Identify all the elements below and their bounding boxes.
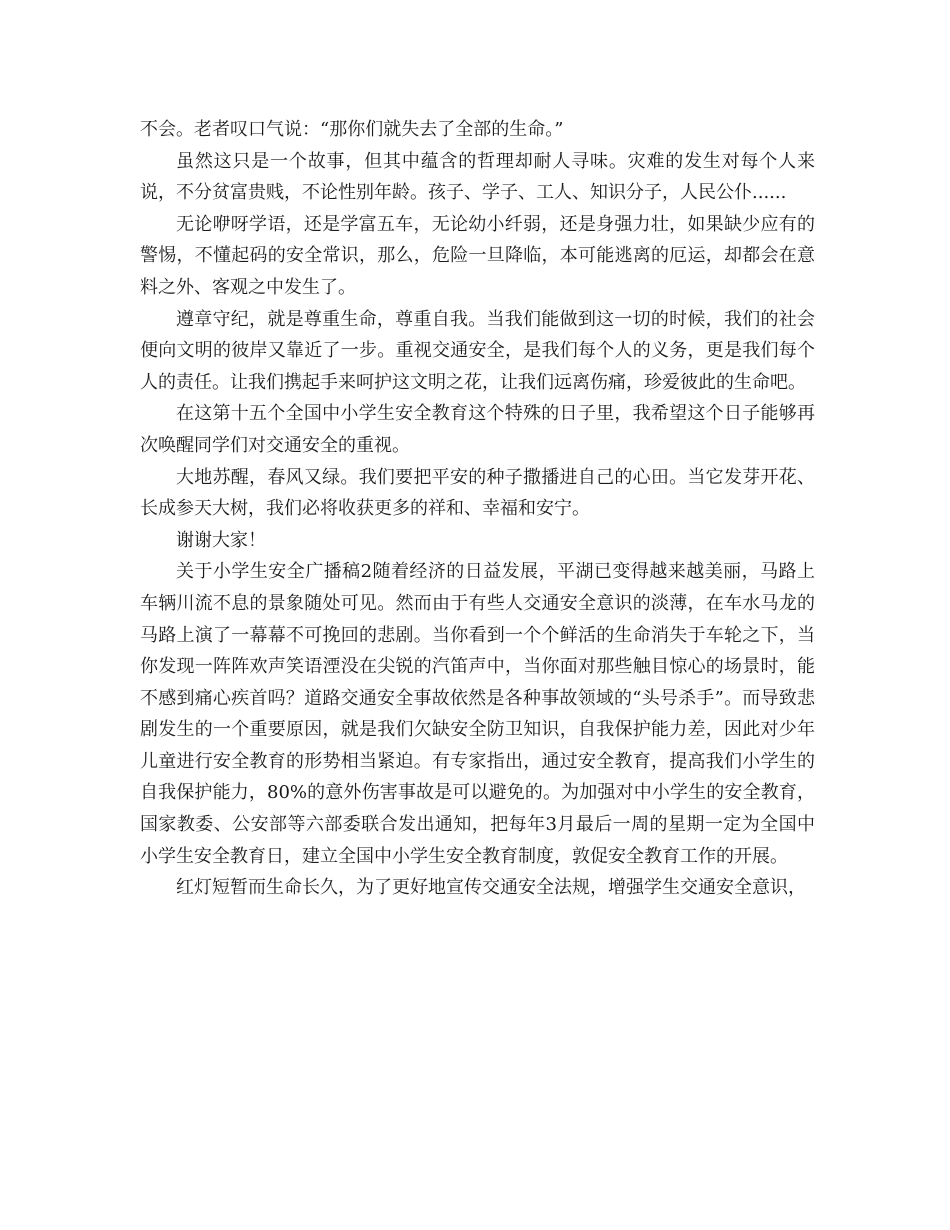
paragraph-6: 大地苏醒，春风又绿。我们要把平安的种子撒播进自己的心田。当它发芽开花、长成参天大树，我们必将收获更多的祥和、幸福和安宁。 <box>140 466 815 520</box>
paragraph-4: 遵章守纪，就是尊重生命，尊重自我。当我们能做到这一切的时候，我们的社会便向文明的彼岸又靠近了一步。重视交通安全，是我们每个人的义务，更是我们每个人的责任。让我们携起手来呵护这文明之花，让我们远离伤痛，珍爱彼此的生命吧。 <box>140 308 815 393</box>
document-body <box>140 114 815 904</box>
paragraph-5: 在这第十五个全国中小学生安全教育这个特殊的日子里，我希望这个日子能够再次唤醒同学们对交通安全的重视。 <box>140 403 815 456</box>
paragraph-1: 不会。老者叹口气说：“那你们就失去了全部的生命。” <box>140 119 564 140</box>
paragraph-8: 关于小学生安全广播稿2随着经济的日益发展，平湖已变得越来越美丽，马路上车辆川流不息的景象随处可见。然而由于有些人交通安全意识的淡薄，在车水马龙的马路上演了一幕幕不可挽回的悲剧。当你看到一个个鲜活的生命消失于车轮之下，当你发现一阵阵欢声笑语湮没在尖锐的汽笛声中，当你面对那些触目惊心的场景时，能不感到痛心疾首吗？道路交通安全事故依然是各种事故领域的“头号杀手”。而导致悲剧发生的一个重要原因，就是我们欠缺安全防卫知识，自我保护能力差，因此对少年儿童进行安全教育的形势相当紧迫。有专家指出，通过安全教育，提高我们小学生的自我保护能力，80%的意外伤害事故是可以避免的。为加强对中小学生的安全教育，国家教委、公安部等六部委联合发出通知，把每年3月最后一周的星期一定为全国中小学生安全教育日，建立全国中小学生安全教育制度，敦促安全教育工作的开展。 <box>140 561 815 867</box>
paragraph-9: 红灯短暂而生命长久，为了更好地宣传交通安全法规，增强学生交通安全意识， <box>176 877 806 899</box>
paragraph-7: 谢谢大家！ <box>176 529 266 551</box>
paragraph-3: 无论咿呀学语，还是学富五车，无论幼小纤弱，还是身强力壮，如果缺少应有的警惕，不懂起码的安全常识，那么，危险一旦降临，本可能逃离的厄运，却都会在意料之外、客观之中发生了。 <box>140 213 815 298</box>
paragraph-2: 虽然这只是一个故事，但其中蕴含的哲理却耐人寻味。灾难的发生对每个人来说，不分贫富贵贱，不论性别年龄。孩子、学子、工人、知识分子，人民公仆...... <box>140 150 815 204</box>
